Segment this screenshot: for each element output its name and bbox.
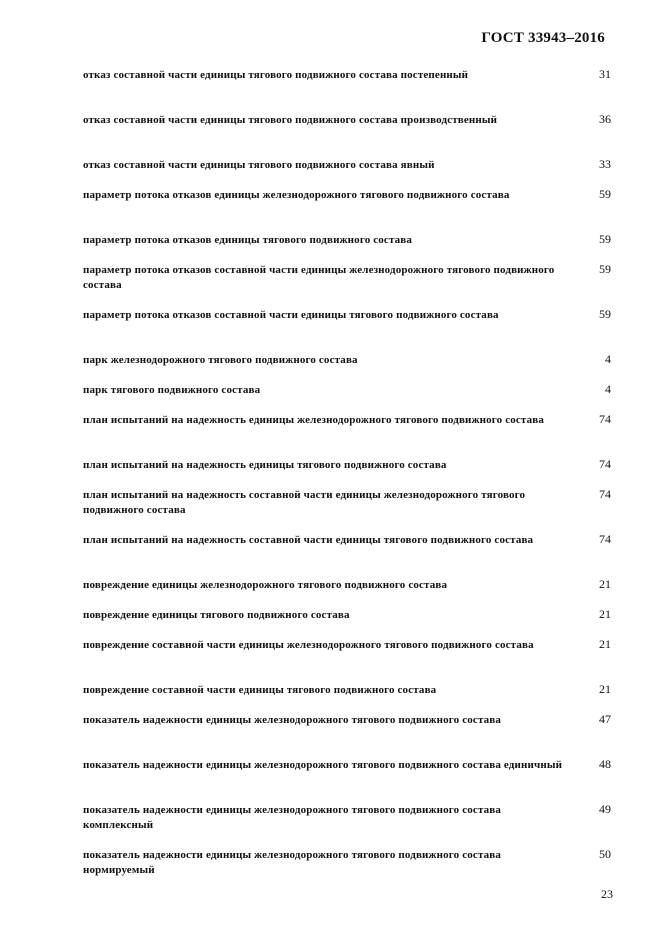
index-term: параметр потока отказов составной части единицы тягового подвижного состава — [83, 309, 499, 321]
index-term: параметр потока отказов единицы железнодорожного тягового подвижного состава — [83, 189, 510, 201]
index-page-ref: 59 — [599, 262, 611, 276]
index-term: параметр потока отказов составной части единицы железнодорожного тягового подвижного состава — [83, 264, 555, 291]
index-entry — [83, 158, 611, 188]
index-entry — [83, 113, 611, 158]
index-term: повреждение составной части единицы железнодорожного тягового подвижного состава — [83, 639, 534, 651]
index-term: план испытаний на надежность составной части единицы железнодорожного тягового подвижного состава — [83, 489, 526, 516]
index-entry — [83, 413, 611, 458]
index-entry — [83, 578, 611, 608]
index-entry — [83, 263, 611, 308]
index-page-ref: 21 — [599, 607, 611, 621]
index-entry — [83, 713, 611, 758]
index-term: отказ составной части единицы тягового подвижного состава производственный — [83, 114, 498, 126]
index-entry — [83, 848, 611, 893]
index-page-ref: 74 — [599, 457, 611, 471]
index-term: отказ составной части единицы тягового подвижного состава явный — [83, 159, 435, 171]
index-entry — [83, 383, 611, 413]
index-page-ref: 48 — [599, 757, 611, 771]
index-term: показатель надежности единицы железнодорожного тягового подвижного состава нормируемый — [83, 849, 502, 876]
index-page-ref: 59 — [599, 307, 611, 321]
index-term: отказ составной части единицы тягового подвижного состава постепенный — [83, 69, 469, 81]
index-page-ref: 21 — [599, 682, 611, 696]
index-entry — [83, 488, 611, 533]
index-entry — [83, 458, 611, 488]
document-header: ГОСТ 33943–2016 — [481, 30, 605, 46]
index-entry — [83, 233, 611, 263]
index-page-ref: 47 — [599, 712, 611, 726]
index-term: план испытаний на надежность единицы тягового подвижного состава — [83, 459, 447, 471]
index-page-ref: 21 — [599, 637, 611, 651]
index-entry — [83, 68, 611, 113]
index-term: показатель надежности единицы железнодорожного тягового подвижного состава — [83, 714, 502, 726]
index-entry — [83, 533, 611, 578]
index-page-ref: 21 — [599, 577, 611, 591]
index-page-ref: 31 — [599, 67, 611, 81]
index-page-ref: 36 — [599, 112, 611, 126]
index-entry — [83, 638, 611, 683]
index-term: повреждение единицы тягового подвижного состава — [83, 609, 350, 621]
index-page-ref: 74 — [599, 412, 611, 426]
index-term: план испытаний на надежность единицы железнодорожного тягового подвижного состава — [83, 414, 545, 426]
index-entry — [83, 353, 611, 383]
index-page-ref: 50 — [599, 847, 611, 861]
page-number: 23 — [601, 887, 613, 901]
index-term: показатель надежности единицы железнодорожного тягового подвижного состава единичный — [83, 759, 563, 771]
index-page-ref: 49 — [599, 802, 611, 816]
index-term: парк железнодорожного тягового подвижного состава — [83, 354, 358, 366]
index-entry — [83, 308, 611, 353]
index-page-ref: 59 — [599, 232, 611, 246]
index-page-ref: 74 — [599, 487, 611, 501]
index-term: параметр потока отказов единицы тягового подвижного состава — [83, 234, 413, 246]
index-term: план испытаний на надежность составной части единицы тягового подвижного состава — [83, 534, 534, 546]
index-term: показатель надежности единицы железнодорожного тягового подвижного состава комплексный — [83, 804, 502, 831]
index-term: парк тягового подвижного состава — [83, 384, 261, 396]
index-page-ref: 59 — [599, 187, 611, 201]
index-page-ref: 33 — [599, 157, 611, 171]
index-term: повреждение составной части единицы тягового подвижного состава — [83, 684, 437, 696]
index-entry — [83, 803, 611, 848]
index-page-ref: 4 — [605, 382, 611, 396]
index-page-ref: 74 — [599, 532, 611, 546]
index-entry — [83, 608, 611, 638]
alphabetical-index — [83, 68, 611, 893]
index-entry — [83, 683, 611, 713]
index-entry — [83, 188, 611, 233]
index-entry — [83, 758, 611, 803]
index-page-ref: 4 — [605, 352, 611, 366]
index-term: повреждение единицы железнодорожного тягового подвижного состава — [83, 579, 448, 591]
